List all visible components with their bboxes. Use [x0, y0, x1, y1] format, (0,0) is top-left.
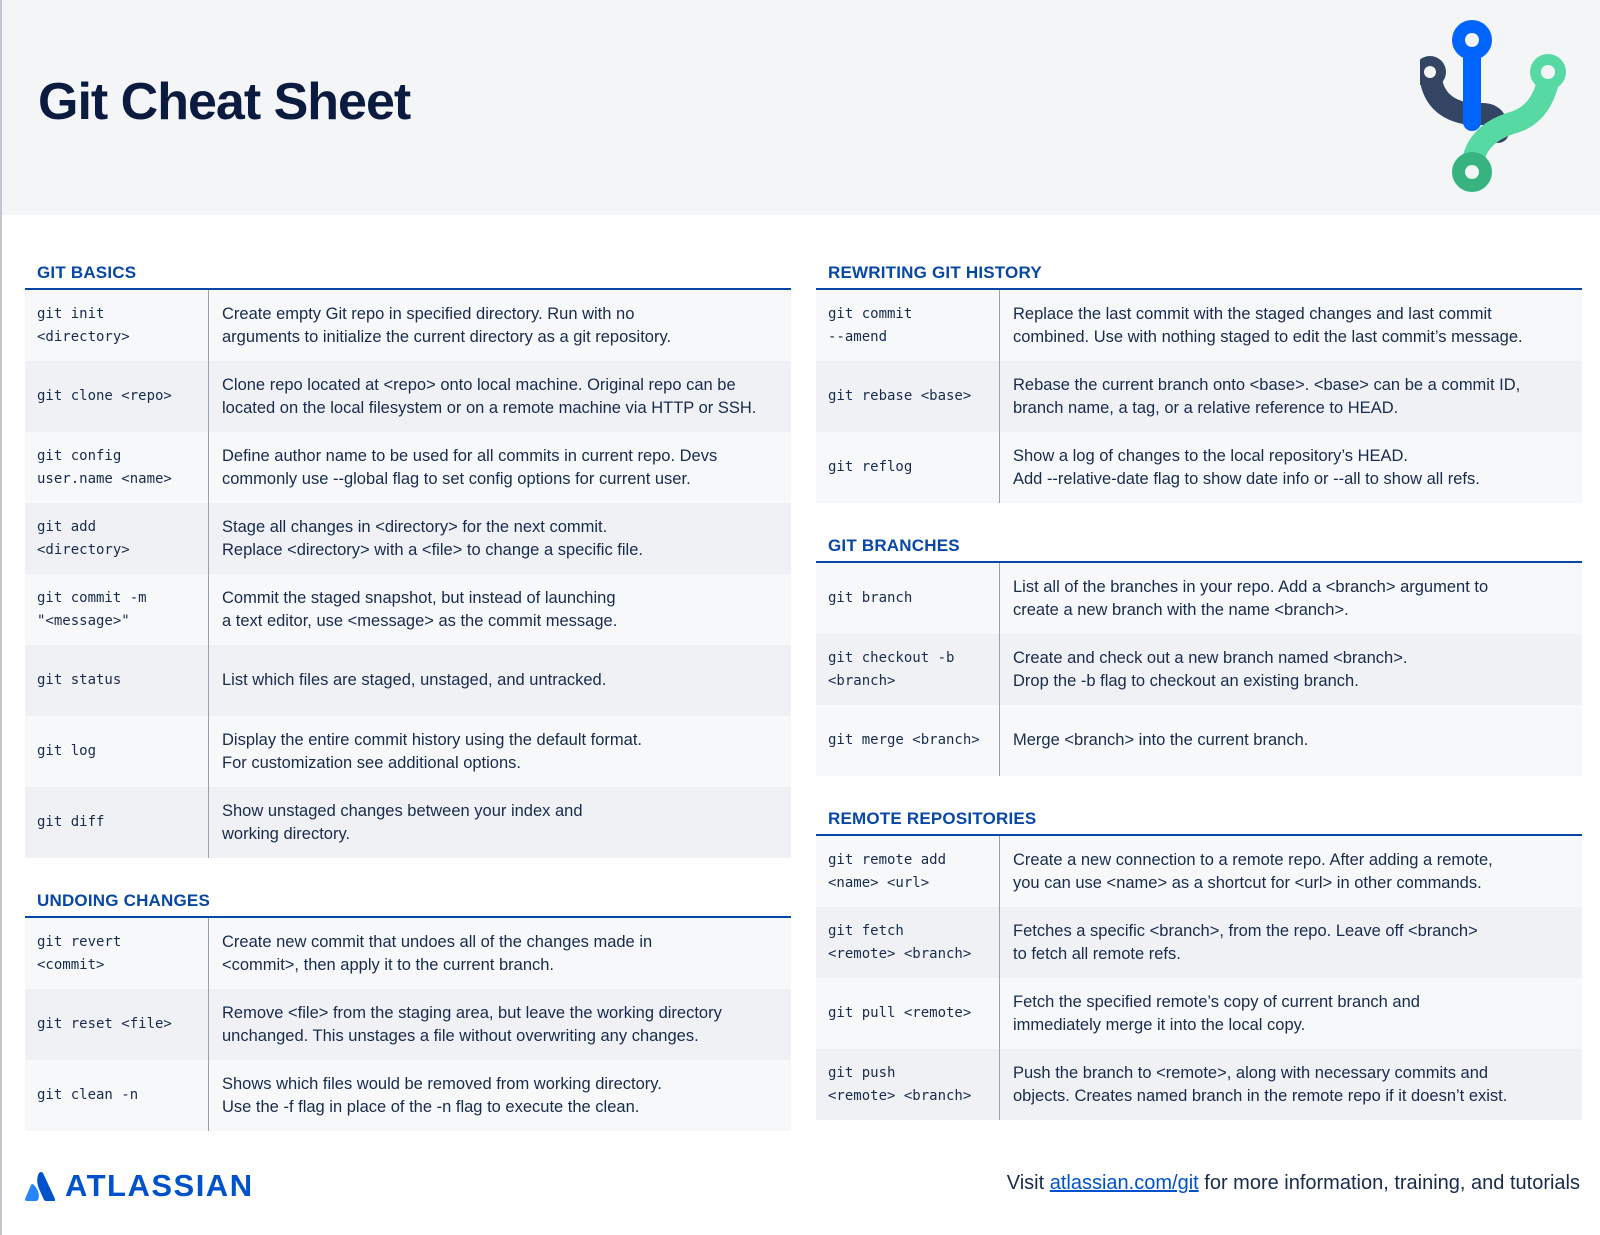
description-cell: List which files are staged, unstaged, and untracked. — [222, 671, 607, 689]
command-cell: git checkout -b <branch> — [816, 634, 1000, 705]
table-row — [816, 361, 1582, 432]
description-cell: Fetch the specified remote’s copy of current branch and immediately merge it into the local copy. — [1013, 992, 1420, 1034]
table-row — [816, 563, 1582, 634]
description-cell: Shows which files would be removed from working directory. Use the -f flag in place of the -n flag to execute the clean. — [222, 1074, 662, 1116]
description-cell: Define author name to be used for all commits in current repo. Devs commonly use --global flag to set config options for current user. — [222, 446, 718, 488]
description-cell: Create and check out a new branch named <branch>. Drop the -b flag to checkout an existing branch. — [1013, 648, 1408, 690]
page-title: Git Cheat Sheet — [38, 73, 411, 131]
description-cell: Commit the staged snapshot, but instead of launching a text editor, use <message> as the commit message. — [222, 588, 618, 630]
command-cell: git status — [25, 645, 209, 716]
table-row — [25, 716, 791, 787]
footer-suffix: for more information, training, and tutorials — [1198, 1172, 1580, 1194]
table-row — [25, 290, 791, 361]
table-row — [25, 361, 791, 432]
command-table — [816, 563, 1582, 776]
footer-visit-text — [1007, 1172, 1580, 1195]
command-cell: git push <remote> <branch> — [816, 1049, 1000, 1120]
left-column — [25, 258, 791, 1159]
description-cell: Clone repo located at <repo> onto local machine. Original repo can be located on the local filesystem or on a remote machine via HTTP or SSH. — [222, 375, 757, 417]
section-git-branches — [816, 531, 1582, 776]
command-cell: git revert <commit> — [25, 918, 209, 989]
section-title: GIT BRANCHES — [828, 536, 960, 555]
table-row — [816, 634, 1582, 705]
command-cell: git merge <branch> — [816, 705, 1000, 776]
description-cell: Stage all changes in <directory> for the next commit. Replace <directory> with a <file> to change a specific file. — [222, 517, 643, 559]
description-cell: Fetches a specific <branch>, from the repo. Leave off <branch> to fetch all remote refs. — [1013, 921, 1478, 963]
description-cell: Display the entire commit history using the default format. For customization see additional options. — [222, 730, 643, 772]
table-row — [25, 503, 791, 574]
command-cell: git remote add <name> <url> — [816, 836, 1000, 907]
git-branch-icon — [1420, 14, 1590, 196]
section-title: REMOTE REPOSITORIES — [828, 809, 1037, 828]
command-cell: git diff — [25, 787, 209, 858]
description-cell: Create new commit that undoes all of the changes made in <commit>, then apply it to the current branch. — [222, 932, 653, 974]
section-undoing-changes — [25, 886, 791, 1131]
description-cell: List all of the branches in your repo. Add a <branch> argument to create a new branch with the name <branch>. — [1013, 577, 1489, 619]
table-row — [816, 1049, 1582, 1120]
table-row — [25, 574, 791, 645]
section-remote-repositories — [816, 804, 1582, 1120]
command-cell: git config user.name <name> — [25, 432, 209, 503]
section-title: UNDOING CHANGES — [37, 891, 211, 910]
table-row — [816, 836, 1582, 907]
command-cell: git pull <remote> — [816, 978, 1000, 1049]
table-row — [25, 432, 791, 503]
command-cell: git init <directory> — [25, 290, 209, 361]
table-row — [816, 705, 1582, 776]
description-cell: Rebase the current branch onto <base>. <base> can be a commit ID, branch name, a tag, or a relative reference to HEAD. — [1013, 375, 1521, 417]
table-row — [816, 290, 1582, 361]
description-cell: Remove <file> from the staging area, but leave the working directory unchanged. This unstages a file without overwriting any changes. — [222, 1003, 722, 1045]
command-table — [816, 290, 1582, 503]
table-row — [816, 907, 1582, 978]
atlassian-logo-icon — [25, 1171, 55, 1201]
table-row — [25, 1060, 791, 1131]
section-rewriting-history — [816, 258, 1582, 503]
description-cell: Show unstaged changes between your index and working directory. — [222, 801, 583, 843]
brand-wordmark: ATLASSIAN — [65, 1168, 254, 1203]
description-cell: Show a log of changes to the local repository’s HEAD. Add --relative-date flag to show date info or --all to show all refs. — [1013, 446, 1480, 488]
section-title: REWRITING GIT HISTORY — [828, 263, 1042, 282]
table-row — [816, 432, 1582, 503]
command-cell: git branch — [816, 563, 1000, 634]
command-cell: git log — [25, 716, 209, 787]
page-frame-border — [0, 215, 2, 1235]
description-cell: Create empty Git repo in specified directory. Run with no arguments to initialize the current directory as a git repository. — [222, 304, 672, 346]
description-cell: Create a new connection to a remote repo. After adding a remote, you can use <name> as a shortcut for <url> in other commands. — [1013, 850, 1493, 892]
footer-brand — [25, 1168, 254, 1204]
command-table — [816, 836, 1582, 1120]
footer-prefix: Visit — [1006, 1172, 1050, 1194]
table-row — [25, 918, 791, 989]
command-table — [25, 290, 791, 858]
command-cell: git add <directory> — [25, 503, 209, 574]
command-table — [25, 918, 791, 1131]
command-cell: git fetch <remote> <branch> — [816, 907, 1000, 978]
command-cell: git commit --amend — [816, 290, 1000, 361]
command-cell: git reset <file> — [25, 989, 209, 1060]
command-cell: git commit -m "<message>" — [25, 574, 209, 645]
header — [0, 0, 1600, 215]
description-cell: Push the branch to <remote>, along with necessary commits and objects. Creates named branch in the remote repo if it doesn’t exist. — [1013, 1063, 1508, 1105]
table-row — [25, 989, 791, 1060]
description-cell: Replace the last commit with the staged changes and last commit combined. Use with nothing staged to edit the last commit’s message. — [1013, 304, 1523, 346]
right-column — [816, 258, 1582, 1148]
section-title: GIT BASICS — [37, 263, 137, 282]
command-cell: git rebase <base> — [816, 361, 1000, 432]
atlassian-git-link[interactable]: atlassian.com/git — [1049, 1172, 1199, 1194]
command-cell: git clone <repo> — [25, 361, 209, 432]
description-cell: Merge <branch> into the current branch. — [1013, 731, 1309, 749]
table-row — [816, 978, 1582, 1049]
command-cell: git reflog — [816, 432, 1000, 503]
table-row — [25, 645, 791, 716]
table-row — [25, 787, 791, 858]
command-cell: git clean -n — [25, 1060, 209, 1131]
section-git-basics — [25, 258, 791, 858]
